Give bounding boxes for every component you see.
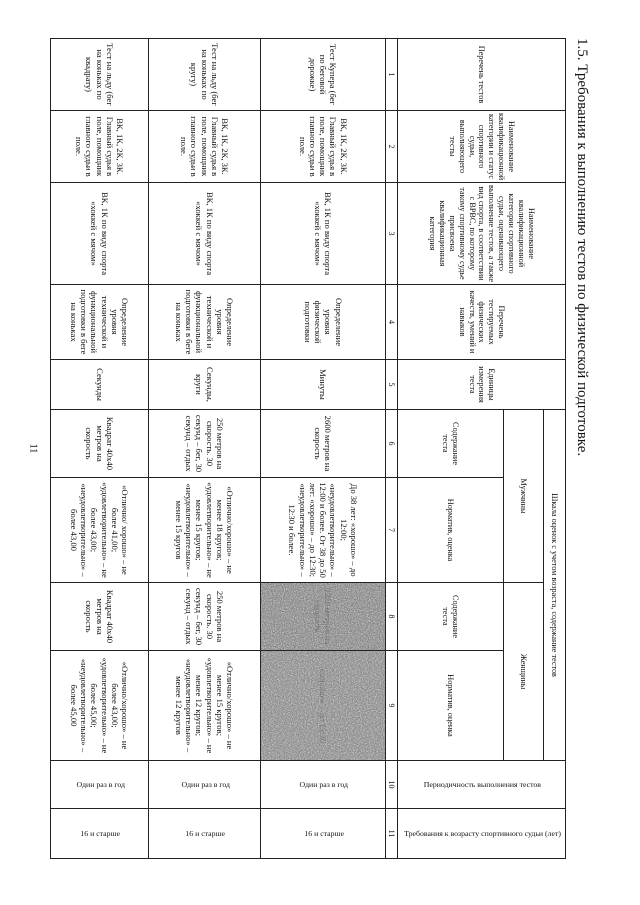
- header-qualities: Перечень тестируемых физических качеств, умений и навыков: [398, 285, 566, 360]
- header-age-requirement: Требования к возрасту спортивного судьи (лет): [398, 809, 566, 859]
- row-age: 16 и старше: [51, 809, 149, 859]
- row-men-content: Квадрат 40х40 метров на скорость: [51, 410, 149, 478]
- row-sport: ВК, 1К по виду спорта «хоккей с мячом»: [51, 183, 149, 285]
- row-qualities: Определение уровня технической и функциональной подготовки в беге на коньках: [51, 285, 149, 360]
- column-number-row: [386, 39, 398, 859]
- physical-tests-table: [50, 38, 566, 859]
- row-frequency: Один раз в год: [149, 761, 261, 809]
- header-category: Наименование квалификационной категории и статус спортивного судьи, выполняющего тесты: [398, 111, 566, 183]
- row-men-content: 250 метров на скорость. 30 секунд – бег, 30 секунд – отдых: [149, 410, 261, 478]
- row-men-content: 2600 метров на скорость: [261, 410, 386, 478]
- row-women-content: Квадрат 40х40 метров на скорость: [51, 583, 149, 651]
- row-category: ВК, 1К, 2К, 3К. Главный судья в поле, помощник главного судьи в поле.: [261, 111, 386, 183]
- row-qualities: Определение уровня физической подготовки: [261, 285, 386, 360]
- row-women-content-obscured: 2300 метров на скорость: [261, 583, 386, 651]
- row-women-norm-obscured: «хорошо» – до 12:30: [261, 651, 386, 761]
- row-test-name: Тест на льду (бег на коньках по кругу): [149, 39, 261, 111]
- row-women-norm: «Отлично/хорошо» – не менее 15 кругов; «удовлетворительно» – не менее 12 кругов; «неудовлетворительно» – менее 12 кругов: [149, 651, 261, 761]
- page-number: 11: [27, 443, 39, 454]
- header-women: Женщины: [504, 583, 544, 761]
- row-age: 16 и старше: [261, 809, 386, 859]
- header-tests-list: Перечень тестов: [398, 39, 566, 111]
- row-age: 16 и старше: [149, 809, 261, 859]
- column-number: 7: [386, 478, 398, 583]
- column-number: 2: [386, 111, 398, 183]
- row-men-norm: До 38 лет: «хорошо» – до 12:00; «неудовлетворительно» – 12:00 и более. От 38 до 50 лет: «хорошо» – до 12:30; «неудовлетворительно» – 12:30 и более.: [261, 478, 386, 583]
- table-row: [149, 39, 261, 859]
- header-men: Мужчины: [504, 410, 544, 583]
- column-number: 5: [386, 360, 398, 410]
- column-number: 6: [386, 410, 398, 478]
- header-scale: Шкала оценок с учетом возраста, содержание тестов: [544, 410, 566, 761]
- column-number: 4: [386, 285, 398, 360]
- row-category: ВК, 1К, 2К, 3К. Главный судья в поле, помощник главного судьи в поле.: [51, 111, 149, 183]
- header-men-content: Содержание теста: [398, 410, 504, 478]
- column-number: 8: [386, 583, 398, 651]
- row-units: Минуты: [261, 360, 386, 410]
- row-frequency: Один раз в год: [51, 761, 149, 809]
- row-men-norm: «Отлично/ хорошо» – не более 41,00; «удовлетворительно» – не более 43,00; «неудовлетворительно» – более 43,00: [51, 478, 149, 583]
- column-number: 3: [386, 183, 398, 285]
- document-title: 1.5. Требования к выполнению тестов по физической подготовке.: [574, 38, 590, 457]
- header-frequency: Периодичность выполнения тестов: [398, 761, 566, 809]
- row-category: ВК, 1К, 2К, 3К. Главный судья в поле, помощник главного судьи в поле.: [149, 111, 261, 183]
- row-test-name: Тест на льду (бег на коньках по квадрату): [51, 39, 149, 111]
- row-units: Секунды, круги: [149, 360, 261, 410]
- row-test-name: Тест Купера (бег по беговой дорожке): [261, 39, 386, 111]
- column-number: 1: [386, 39, 398, 111]
- table-row: [51, 39, 149, 859]
- row-women-content: 250 метров на скорость. 30 секунд – бег, 30 секунд – отдых: [149, 583, 261, 651]
- row-frequency: Один раз в год: [261, 761, 386, 809]
- row-units: Секунды: [51, 360, 149, 410]
- row-qualities: Определение уровня технической и функциональной подготовки в беге на коньках: [149, 285, 261, 360]
- header-men-norm: Норматив, оценка: [398, 478, 504, 583]
- header-sport-type: Наименование квалификационной категории спортивного судьи, оценивающего выполнение тестов, а также вид спорта, в соответствии с ВРВС, по которому такому спортивному судье присвоена квалификационная категория: [398, 183, 566, 285]
- row-sport: ВК, 1К по виду спорта «хоккей с мячом»: [149, 183, 261, 285]
- row-sport: ВК, 1К по виду спорта «хоккей с мячом»: [261, 183, 386, 285]
- column-number: 11: [386, 809, 398, 859]
- column-number: 10: [386, 761, 398, 809]
- row-women-norm: «Отлично/хорошо» – не более 43,00; «удовлетворительно» – не более 45,00; «неудовлетворительно» – более 45,00: [51, 651, 149, 761]
- rotated-page: [46, 38, 594, 858]
- header-women-content: Содержание теста: [398, 583, 504, 651]
- header-units: Единицы измерения теста: [398, 360, 566, 410]
- column-number: 9: [386, 651, 398, 761]
- table-row: [261, 39, 386, 859]
- row-men-norm: «Отлично/хорошо» – не менее 18 кругов; «удовлетворительно» – не менее 15 кругов; «неудовлетворительно» – менее 15 кругов: [149, 478, 261, 583]
- header-women-norm: Норматив, оценка: [398, 651, 504, 761]
